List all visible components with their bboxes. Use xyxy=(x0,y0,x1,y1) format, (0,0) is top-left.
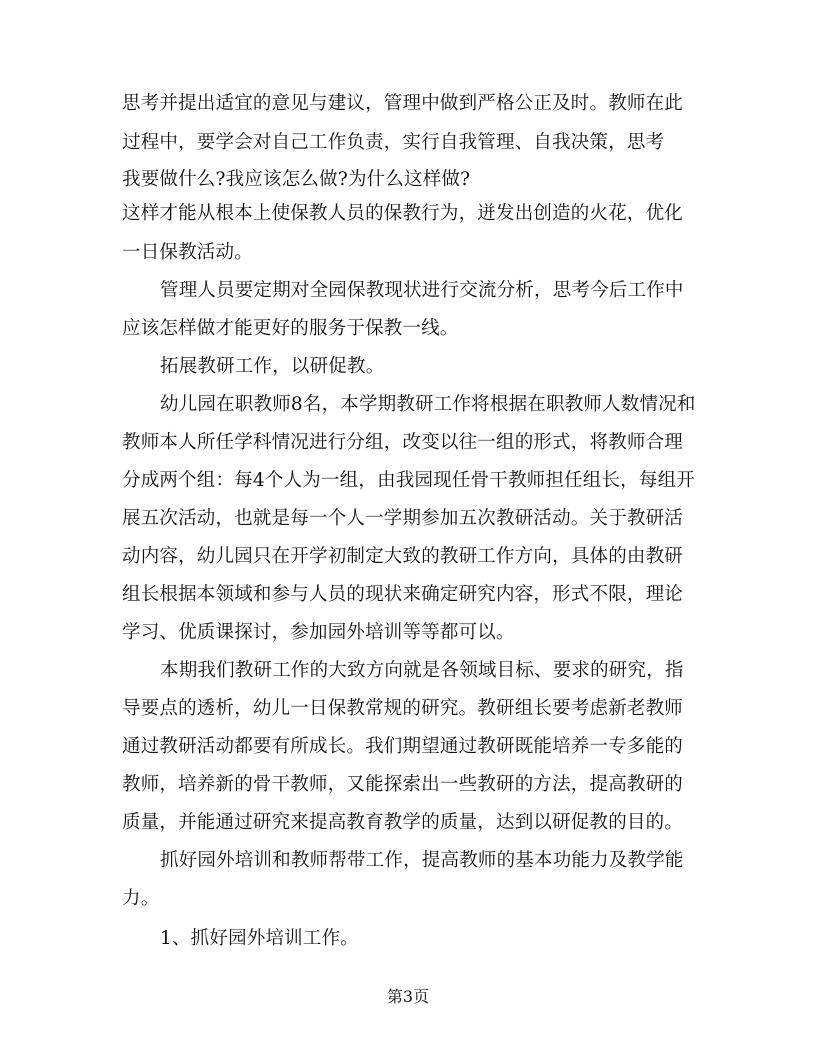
text-line: 学习、优质课探讨，参加园外培训等等都可以。 xyxy=(122,622,515,643)
section-heading: 抓好园外培训和教师帮带工作，提高教师的基本功能力及教学能 xyxy=(160,850,684,871)
text-line: 教师本人所任学科情况进行分组，改变以往一组的形式，将教师合理 xyxy=(122,432,684,453)
list-item: 1、抓好园外培训工作。 xyxy=(160,928,359,949)
section-heading: 拓展教研工作，以研促教。 xyxy=(160,356,385,377)
text-line: 应该怎样做才能更好的服务于保教一线。 xyxy=(122,318,459,339)
text-line: 我要做什么?我应该怎么做?为什么这样做? xyxy=(122,169,471,190)
text-line: 通过教研活动都要有所成长。我们期望通过教研既能培养一专多能的 xyxy=(122,736,684,757)
text-line: 教师，培养新的骨干教师，又能探索出一些教研的方法，提高教研的 xyxy=(122,774,684,795)
text-line: 一日保教活动。 xyxy=(122,242,253,263)
text-line: 分成两个组：每4个人为一组，由我园现任骨干教师担任组长，每组开 xyxy=(122,470,695,491)
text-line: 过程中，要学会对自己工作负责，实行自我管理、自我决策，思考 xyxy=(122,132,665,153)
text-line: 管理人员要定期对全园保教现状进行交流分析，思考今后工作中 xyxy=(160,280,684,301)
text-line: 这样才能从根本上使保教人员的保教行为，迸发出创造的火花，优化 xyxy=(122,203,684,224)
page-number: 第3页 xyxy=(386,987,430,1006)
text-line: 动内容，幼儿园只在开学初制定大致的教研工作方向，具体的由教研 xyxy=(122,546,684,567)
text-line: 展五次活动，也就是每一个人一学期参加五次教研活动。关于教研活 xyxy=(122,508,684,529)
text-line: 导要点的透析，幼儿一日保教常规的研究。教研组长要考虑新老教师 xyxy=(122,698,684,719)
text-line: 思考并提出适宜的意见与建议，管理中做到严格公正及时。教师在此 xyxy=(122,93,684,114)
text-line: 质量，并能通过研究来提高教育教学的质量，达到以研促教的目的。 xyxy=(122,812,684,833)
text-line: 组长根据本领域和参与人员的现状来确定研究内容，形式不限，理论 xyxy=(122,584,684,605)
text-line: 本期我们教研工作的大致方向就是各领域目标、要求的研究，指 xyxy=(160,660,684,681)
text-line: 幼儿园在职教师8名，本学期教研工作将根据在职教师人数情况和 xyxy=(160,394,696,415)
text-line: 力。 xyxy=(122,888,160,909)
